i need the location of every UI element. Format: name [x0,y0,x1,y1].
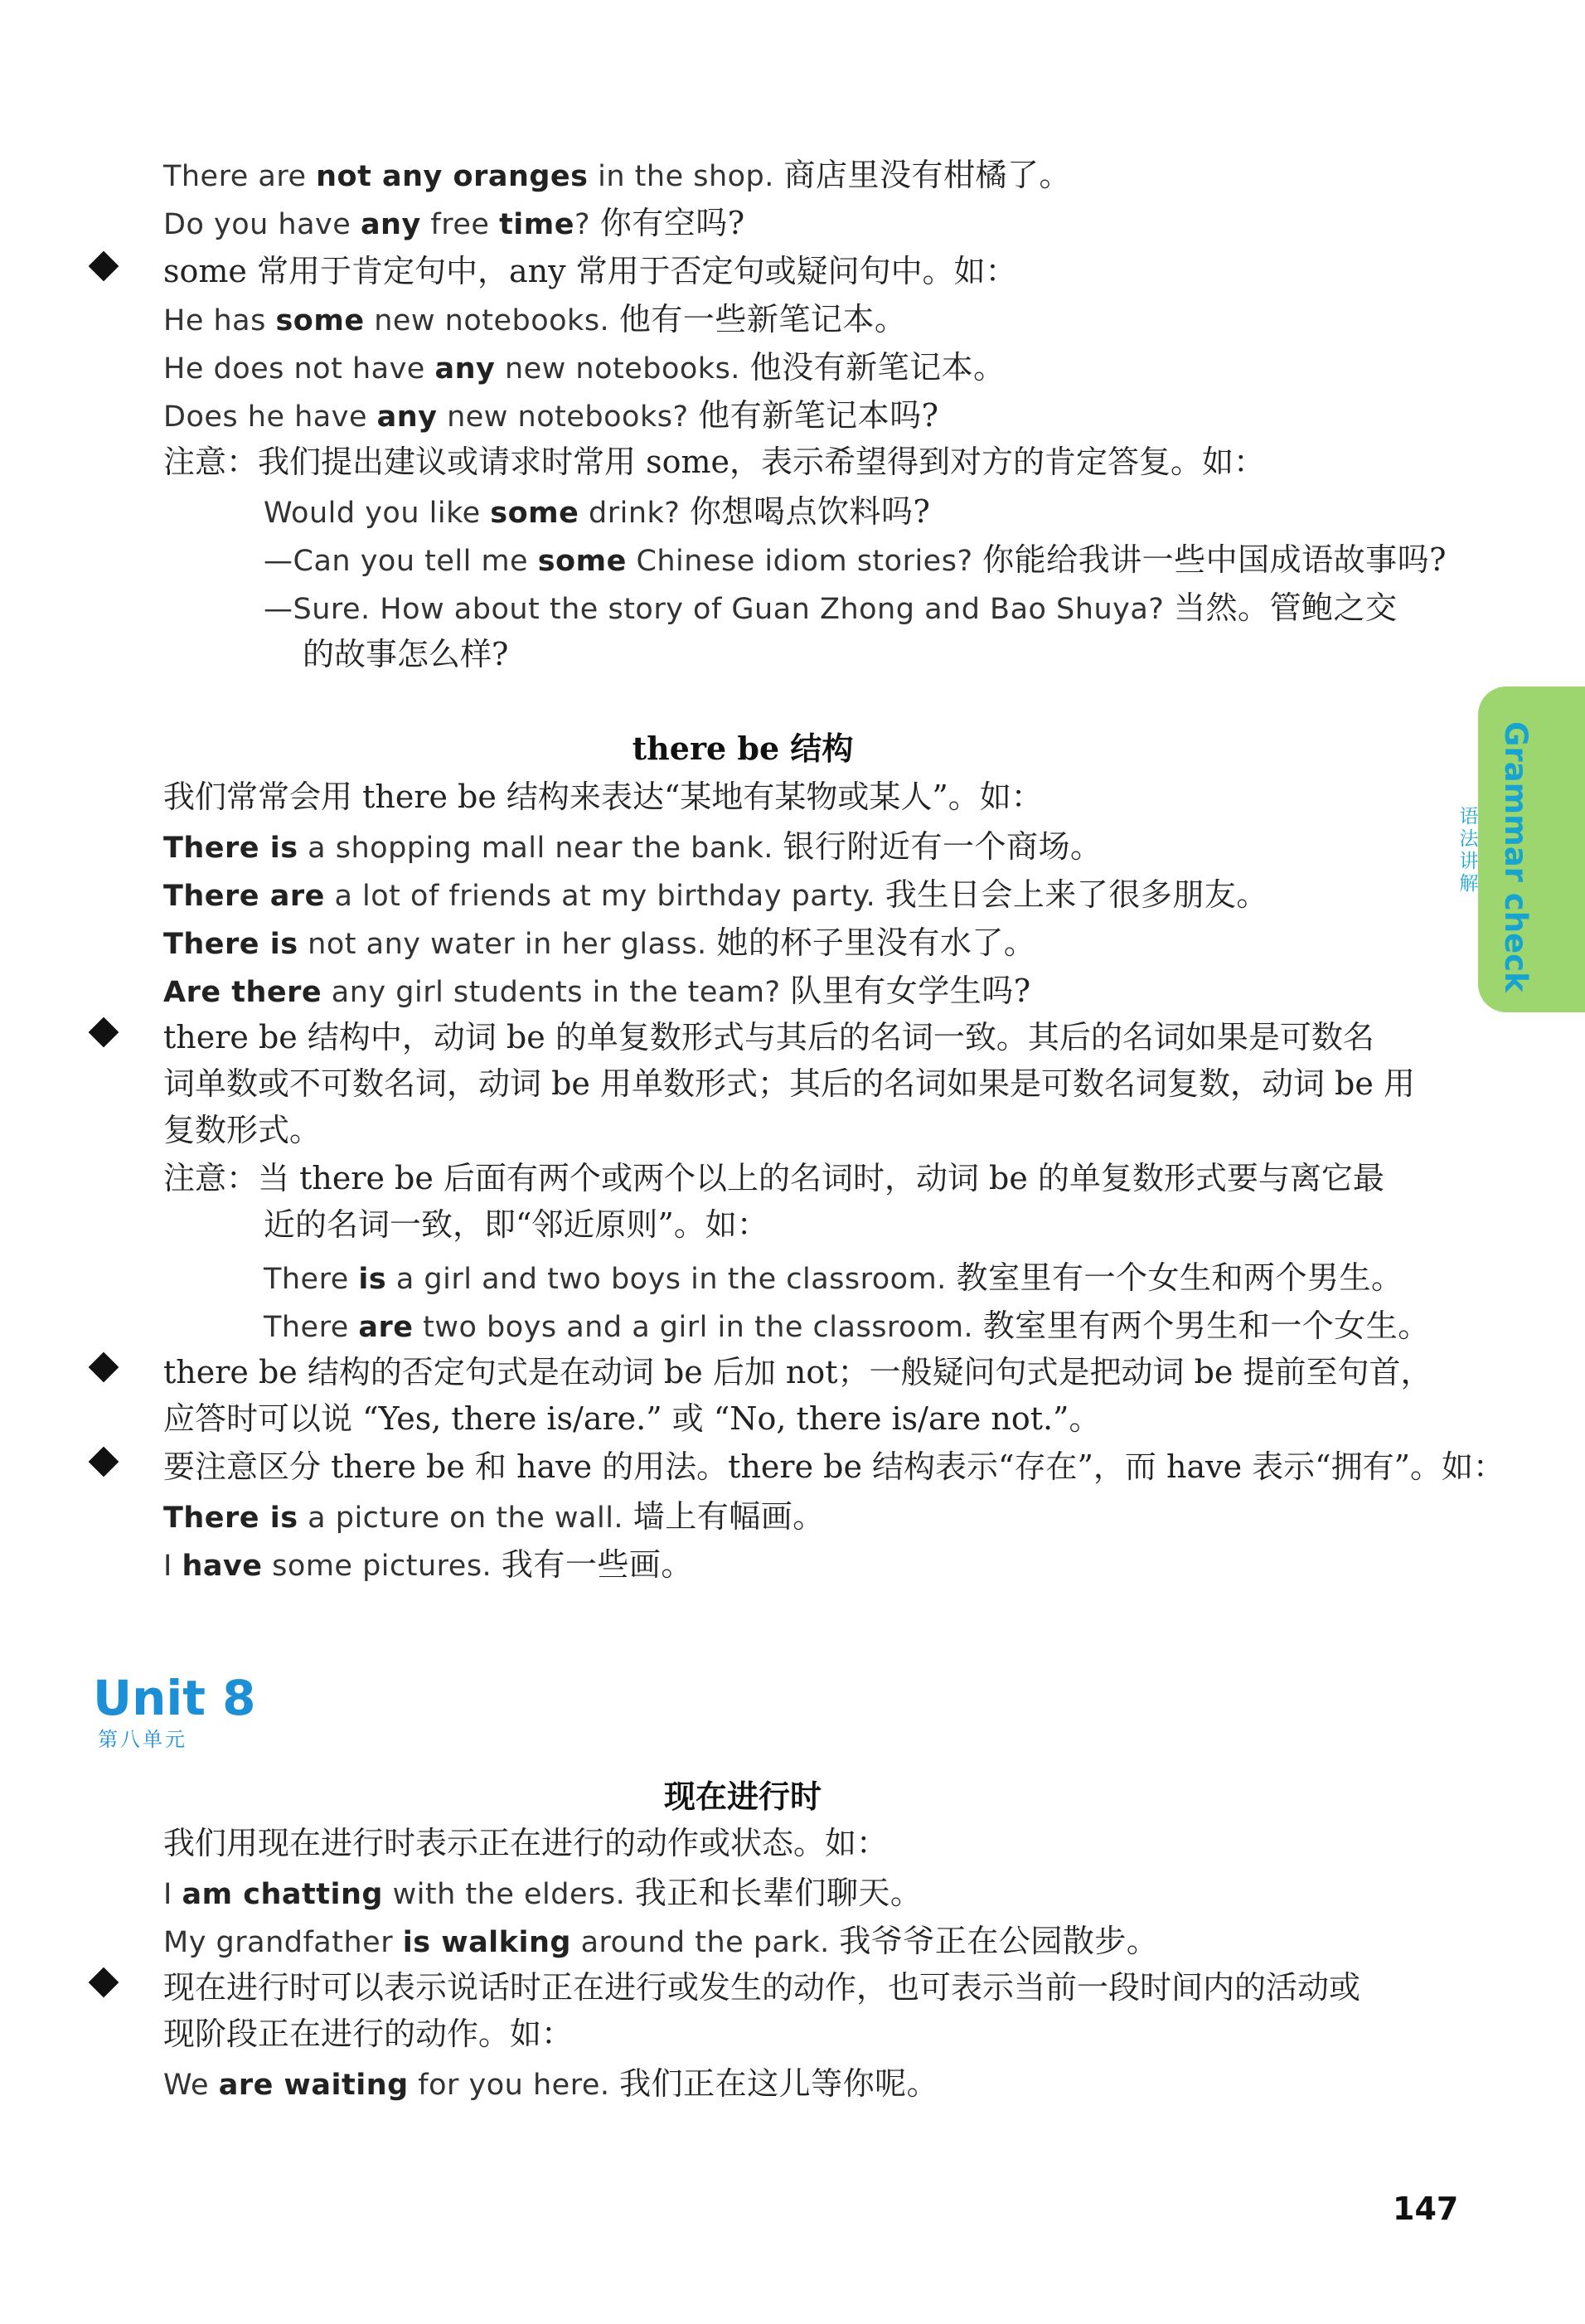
section-heading: there be 结构 [632,730,854,767]
example-sentence: Would you like some drink? 你想喝点饮料吗? [264,493,931,530]
page-number: 147 [1393,2191,1459,2227]
example-sentence: —Sure. How about the story of Guan Zhong and Bao Shuya? 当然。管鲍之交 [264,589,1398,626]
bullet-diamond-icon [89,1967,119,1998]
unit-subtitle: 第八单元 [98,1728,187,1751]
example-sentence: There are two boys and a girl in the classroom. 教室里有两个男生和一个女生。 [264,1308,1430,1344]
example-sentence: There is a shopping mall near the bank. 银行附近有一个商场。 [163,828,1103,865]
unit-title: Unit 8 [93,1670,256,1726]
example-sentence: There is a picture on the wall. 墙上有幅画。 [163,1498,825,1535]
rule-text: some 常用于肯定句中，any 常用于否定句或疑问句中。如： [163,253,1017,289]
bullet-diamond-icon [89,251,119,282]
example-sentence: I have some pictures. 我有一些画。 [163,1546,693,1583]
bullet-diamond-icon [89,1447,119,1477]
example-sentence: There are a lot of friends at my birthday party. 我生日会上来了很多朋友。 [163,876,1268,913]
example-sentence: He does not have any new notebooks. 他没有新笔记本。 [163,349,1006,386]
rule-text: there be 结构中，动词 be 的单复数形式与其后的名词一致。其后的名词如果是可数名 [163,1019,1374,1055]
note-text: 注意：当 there be 后面有两个或两个以上的名词时，动词 be 的单复数形式要与离它最 [163,1160,1384,1196]
side-tab-title: Grammar check [1498,721,1534,992]
section-heading: 现在进行时 [663,1778,822,1815]
example-sentence: We are waiting for you here. 我们正在这儿等你呢。 [163,2065,939,2102]
example-sentence: There are not any oranges in the shop. 商店里没有柑橘了。 [163,157,1072,193]
example-sentence: He has some new notebooks. 他有一些新笔记本。 [163,301,907,337]
rule-text: 要注意区分 there be 和 have 的用法。there be 结构表示“存在”，而 have 表示“拥有”。如： [163,1448,1505,1485]
note-text: 近的名词一致，即“邻近原则”。如： [264,1206,768,1243]
example-sentence-continued: 的故事怎么样? [303,636,509,672]
example-sentence: Does he have any new notebooks? 他有新笔记本吗? [163,397,939,434]
example-sentence: Are there any girl students in the team? 队里有女学生吗? [163,973,1031,1009]
rule-text: there be 结构的否定句式是在动词 be 后加 not；一般疑问句式是把动词 be 提前至句首， [163,1354,1432,1390]
intro-text: 我们用现在进行时表示正在进行的动作或状态。如： [163,1825,889,1861]
rule-text: 复数形式。 [163,1112,322,1148]
example-sentence: My grandfather is walking around the park. 我爷爷正在公园散步。 [163,1923,1159,1959]
rule-text: 应答时可以说 “Yes, there is/are.” 或 “No, there is/are not.”。 [163,1400,1101,1437]
example-sentence: Do you have any free time? 你有空吗? [163,205,745,241]
bullet-diamond-icon [89,1017,119,1048]
example-sentence: There is not any water in her glass. 她的杯子里没有水了。 [163,924,1036,961]
intro-text: 我们常常会用 there be 结构来表达“某地有某物或某人”。如： [163,779,1043,815]
rule-text: 词单数或不可数名词，动词 be 用单数形式；其后的名词如果是可数名词复数，动词 be 用 [163,1065,1415,1102]
rule-text: 现在进行时可以表示说话时正在进行或发生的动作，也可表示当前一段时间内的活动或 [163,1969,1361,2006]
example-sentence: —Can you tell me some Chinese idiom stories? 你能给我讲一些中国成语故事吗? [264,541,1447,578]
side-tab-subtitle: 语法讲解 [1459,806,1479,895]
example-sentence: There is a girl and two boys in the classroom. 教室里有一个女生和两个男生。 [264,1259,1403,1296]
bullet-diamond-icon [89,1352,119,1383]
note-text: 注意：我们提出建议或请求时常用 some，表示希望得到对方的肯定答复。如： [163,444,1265,480]
example-sentence: I am chatting with the elders. 我正和长辈们聊天。 [163,1875,923,1911]
rule-text: 现阶段正在进行的动作。如： [163,2016,574,2052]
